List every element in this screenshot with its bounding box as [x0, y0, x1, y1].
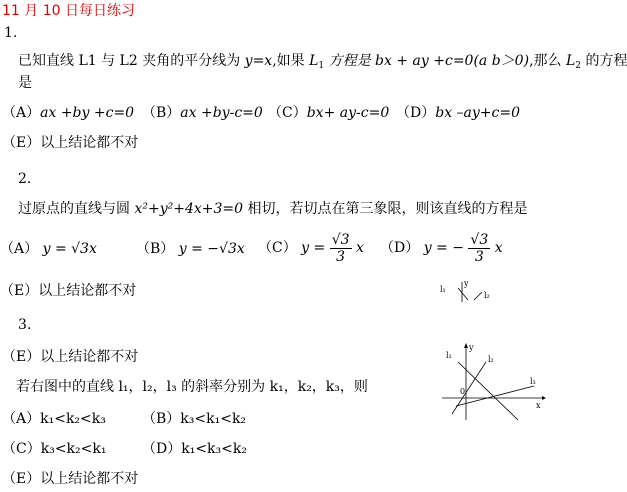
q1-option-e[interactable]: （E）以上结论都不对 [2, 135, 139, 151]
q3-fig-l3-label: l₃ [530, 377, 536, 386]
q3-option-a[interactable] [2, 410, 106, 428]
q3-fig-l3-line [456, 386, 534, 406]
q2-option-c-fraction [330, 232, 352, 265]
q3-option-d-label: （D） [142, 441, 182, 457]
q1-stem-mid: ,如果 [272, 53, 310, 69]
q3-option-b-text: k₃<k₁<k₂ [180, 411, 247, 427]
q2-option-a-label: （A） [0, 241, 39, 257]
q1-number: 1. [4, 25, 18, 41]
q2-option-c-lhs: y = [301, 240, 326, 256]
q2-option-d-fraction [468, 232, 490, 265]
q1-option-b-label: （B） [142, 105, 181, 121]
page-title: 11 月 10 日每日练习 [2, 3, 135, 19]
q1-stem-eq: y=x [244, 53, 273, 69]
q2-option-d[interactable] [380, 228, 503, 268]
q3-figure [438, 340, 548, 422]
q2-fig-y-label: y [464, 279, 469, 288]
q3-option-c-text: k₃<k₂<k₁ [40, 441, 107, 457]
q1-stem-L1: L [309, 53, 319, 69]
q2-stem-post: 相切，若切点在第三象限，则该直线的方程是 [243, 201, 528, 217]
q1-stem-L1-sub: 1 [318, 61, 325, 71]
q2-fig-l2-line [474, 292, 482, 300]
q3-option-a-text: k₁<k₂<k₃ [40, 411, 106, 427]
q1-option-b[interactable] [142, 104, 263, 122]
q2-option-c-den: 3 [336, 248, 346, 265]
q2-option-b[interactable] [136, 240, 245, 258]
q2-stem-pre: 过原点的直线与圆 [18, 201, 135, 217]
q1-option-a-text: ax +by +c=0 [40, 105, 135, 121]
q2-stem-eq: x²+y²+4x+3=0 [134, 201, 244, 217]
q2-option-c-x: x [356, 240, 364, 256]
q2-figure [438, 278, 502, 306]
q1-stem-L2-sub: 2 [575, 61, 581, 71]
q2-option-c-num: √3 [331, 231, 350, 248]
q1-stem-L2: L [565, 53, 576, 69]
q2-option-d-num: √3 [470, 231, 489, 248]
q2-fig-l1-label: l₁ [440, 285, 446, 294]
q1-stem-line2: 是 [18, 75, 32, 91]
q1-stem-line1 [18, 52, 627, 75]
q2-option-e[interactable]: （E）以上结论都不对 [0, 283, 137, 299]
q1-stem-post: ,那么 [529, 53, 566, 69]
q3-option-d-text: k₁<k₃<k₂ [181, 441, 247, 457]
q1-option-d-text: bx –ay+c=0 [435, 105, 521, 121]
q2-option-d-den: 3 [474, 248, 484, 265]
q1-option-a-label: （A） [2, 105, 41, 121]
q1-stem-eq2: 方程是 bx + ay +c=0(a b＞0) [324, 53, 530, 69]
q3-option-d[interactable] [142, 440, 247, 458]
q2-option-b-text: y = −√3x [178, 241, 245, 257]
q3-stem: 若右图中的直线 l₁，l₂，l₃ 的斜率分别为 k₁，k₂，k₃，则 [16, 379, 368, 395]
q2-option-b-label: （B） [136, 241, 175, 257]
q1-option-d-label: （D） [396, 105, 436, 121]
q2-number: 2. [18, 171, 32, 187]
q3-option-e-top[interactable]: （E）以上结论都不对 [2, 349, 139, 365]
q3-fig-origin-label: 0 [460, 387, 466, 396]
q2-option-c[interactable] [258, 228, 364, 268]
q3-fig-x-arrow [542, 396, 546, 400]
q3-fig-x-label: x [536, 401, 541, 410]
q3-fig-y-arrow [464, 343, 468, 348]
q1-stem-pre: 已知直线 L1 与 L2 夹角的平分线为 [18, 53, 245, 69]
q3-number: 3. [18, 317, 32, 333]
q2-fig-line [458, 288, 468, 300]
q3-fig-l2-line [452, 362, 486, 414]
q2-option-c-label: （C） [258, 240, 297, 256]
q1-option-a[interactable] [2, 104, 134, 122]
q3-option-e[interactable]: （E）以上结论都不对 [2, 471, 139, 487]
q3-option-c-label: （C） [2, 441, 41, 457]
q2-stem [18, 200, 527, 218]
q1-stem-end: 的方程 [581, 53, 627, 69]
q2-option-a[interactable] [0, 240, 97, 258]
q3-fig-l1-label: l₁ [446, 351, 452, 360]
q1-option-c-label: （C） [268, 105, 307, 121]
q3-option-b-label: （B） [142, 411, 181, 427]
q2-fig-l2-label: l₂ [484, 291, 490, 300]
q1-option-b-text: ax +by-c=0 [180, 105, 263, 121]
q1-option-c-text: bx+ ay-c=0 [306, 105, 390, 121]
q1-option-c[interactable] [268, 104, 389, 122]
q2-option-d-lhs: y = − [423, 240, 464, 256]
q2-option-d-x: x [494, 240, 503, 256]
q3-option-a-label: （A） [2, 411, 41, 427]
q2-option-a-text: y = √3x [42, 241, 97, 257]
q2-option-d-label: （D） [380, 240, 420, 256]
q3-fig-l2-label: l₂ [488, 355, 494, 364]
q3-option-c[interactable] [2, 440, 106, 458]
q3-option-b[interactable] [142, 410, 246, 428]
q1-option-d[interactable] [396, 104, 520, 122]
q3-fig-y-label: y [469, 343, 474, 352]
